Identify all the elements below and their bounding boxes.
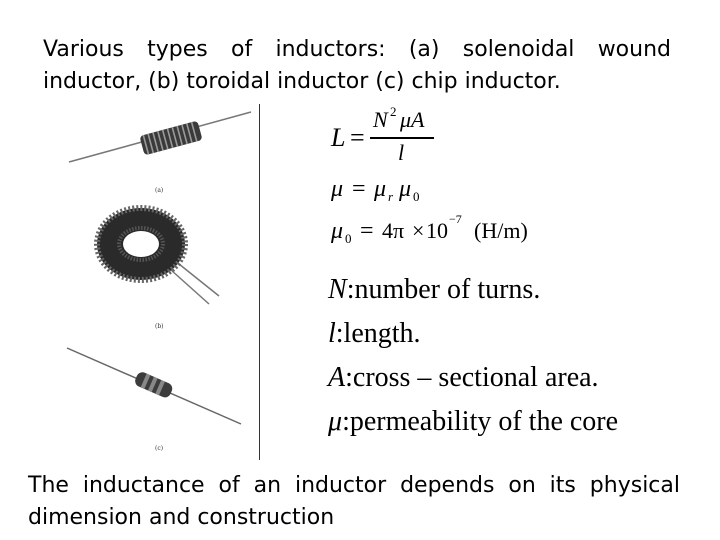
mu-area-symbol: μA [400,107,425,132]
mu-r-subscript: r [388,189,394,204]
definition-text: :permeability of the core [342,406,619,437]
slide-title: Various types of inductors: (a) solenoidal wound inductor, (b) toroidal inductor (c) chip inductor. [43,37,671,94]
solenoid-inductor-image [69,112,251,162]
equals-sign: = [360,218,374,244]
turns-symbol: N [373,107,388,132]
base-ten: 10 [426,218,448,243]
definition-text: :length. [335,318,421,349]
caption-c: (c) [155,445,164,452]
definition-row [328,400,618,444]
inductor-figure [61,104,260,460]
mu-0-subscript: 0 [413,189,420,204]
inductor-illustration [61,104,259,460]
footer-text: The inductance of an inductor depends on its physical dimension and construction [28,473,680,530]
mu-r-symbol: μ [374,176,387,202]
mu-symbol: μ [331,176,344,202]
caption-a: (a) [155,187,164,194]
definition-symbol: N [328,274,347,305]
definition-symbol: μ [328,406,343,437]
definition-row [328,356,618,400]
equals-sign: = [350,123,365,152]
mu-0-lhs-symbol: μ [331,218,344,244]
length-symbol: l [398,140,405,165]
mu-0-lhs-subscript: 0 [345,231,352,246]
definition-text: :cross – sectional area. [345,362,599,393]
turns-exponent: 2 [390,104,397,119]
variable-definitions [328,268,618,444]
caption-b: (b) [155,323,164,330]
definition-symbol: A [328,362,346,393]
toroid-inductor-image [97,208,219,304]
definition-text: :number of turns. [346,274,541,305]
definition-row [328,312,618,356]
unit-label: (H/m) [474,218,528,243]
definition-symbol: l [328,318,336,349]
fraction-bar [370,137,434,139]
chip-inductor-image [67,348,241,424]
mu-0-symbol: μ [399,176,412,202]
coefficient: 4π [382,218,405,243]
times-sign: × [412,218,425,243]
definition-row [328,268,618,312]
inductance-symbol: L [331,123,346,152]
exponent: −7 [449,212,462,226]
equals-sign: = [352,176,366,202]
